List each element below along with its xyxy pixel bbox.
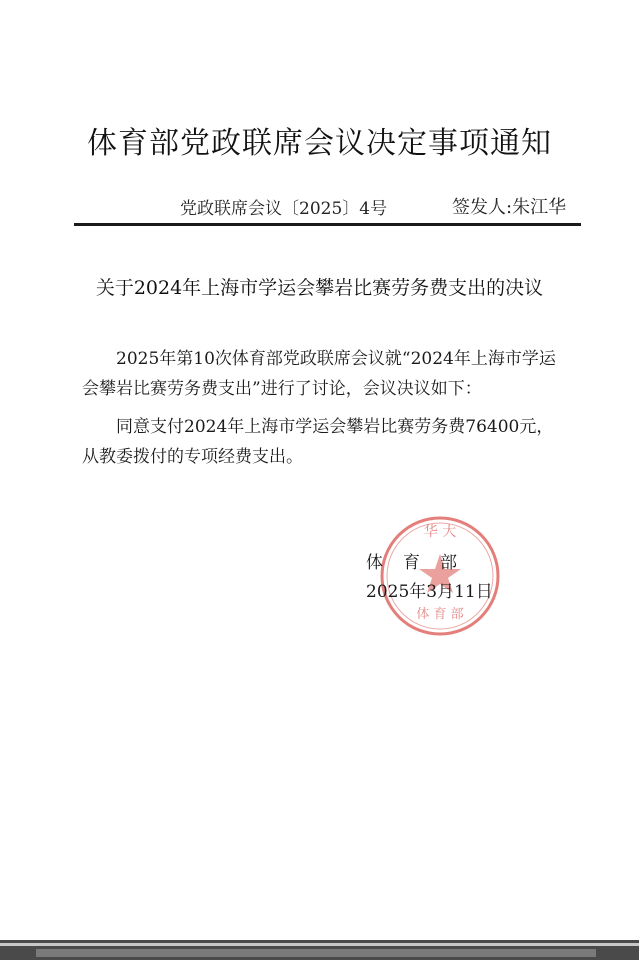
- document-title: 体育部党政联席会议决定事项通知: [87, 126, 552, 161]
- scan-edge-line: [0, 943, 639, 946]
- seal-top-text: 华 大: [423, 524, 457, 540]
- paragraph-line: 从教委拨付的专项经费支出。: [82, 447, 303, 467]
- issuer: 签发人:朱江华: [452, 197, 567, 218]
- official-seal: [378, 514, 502, 638]
- signature-date: 2025年3月11日: [366, 582, 493, 602]
- paragraph-decision: [82, 412, 582, 472]
- seal-bottom-text: 体 育 部: [416, 607, 464, 622]
- scan-edge-tab: [36, 949, 596, 957]
- resolution-title: 关于2024年上海市学运会攀岩比赛劳务费支出的决议: [95, 277, 544, 299]
- paragraph-line: 会攀岩比赛劳务费支出”进行了讨论，会议决议如下：: [82, 379, 482, 399]
- paragraph-line: 2025年第10次体育部党政联席会议就“2024年上海市学运: [116, 349, 556, 369]
- paragraph-discussion: [82, 344, 582, 404]
- signature-department: 体育部: [366, 553, 477, 573]
- header-divider: [74, 223, 581, 226]
- paragraph-line: 同意支付2024年上海市学运会攀岩比赛劳务费76400元，: [116, 417, 554, 437]
- document-number: 党政联席会议〔2025〕4号: [180, 199, 388, 219]
